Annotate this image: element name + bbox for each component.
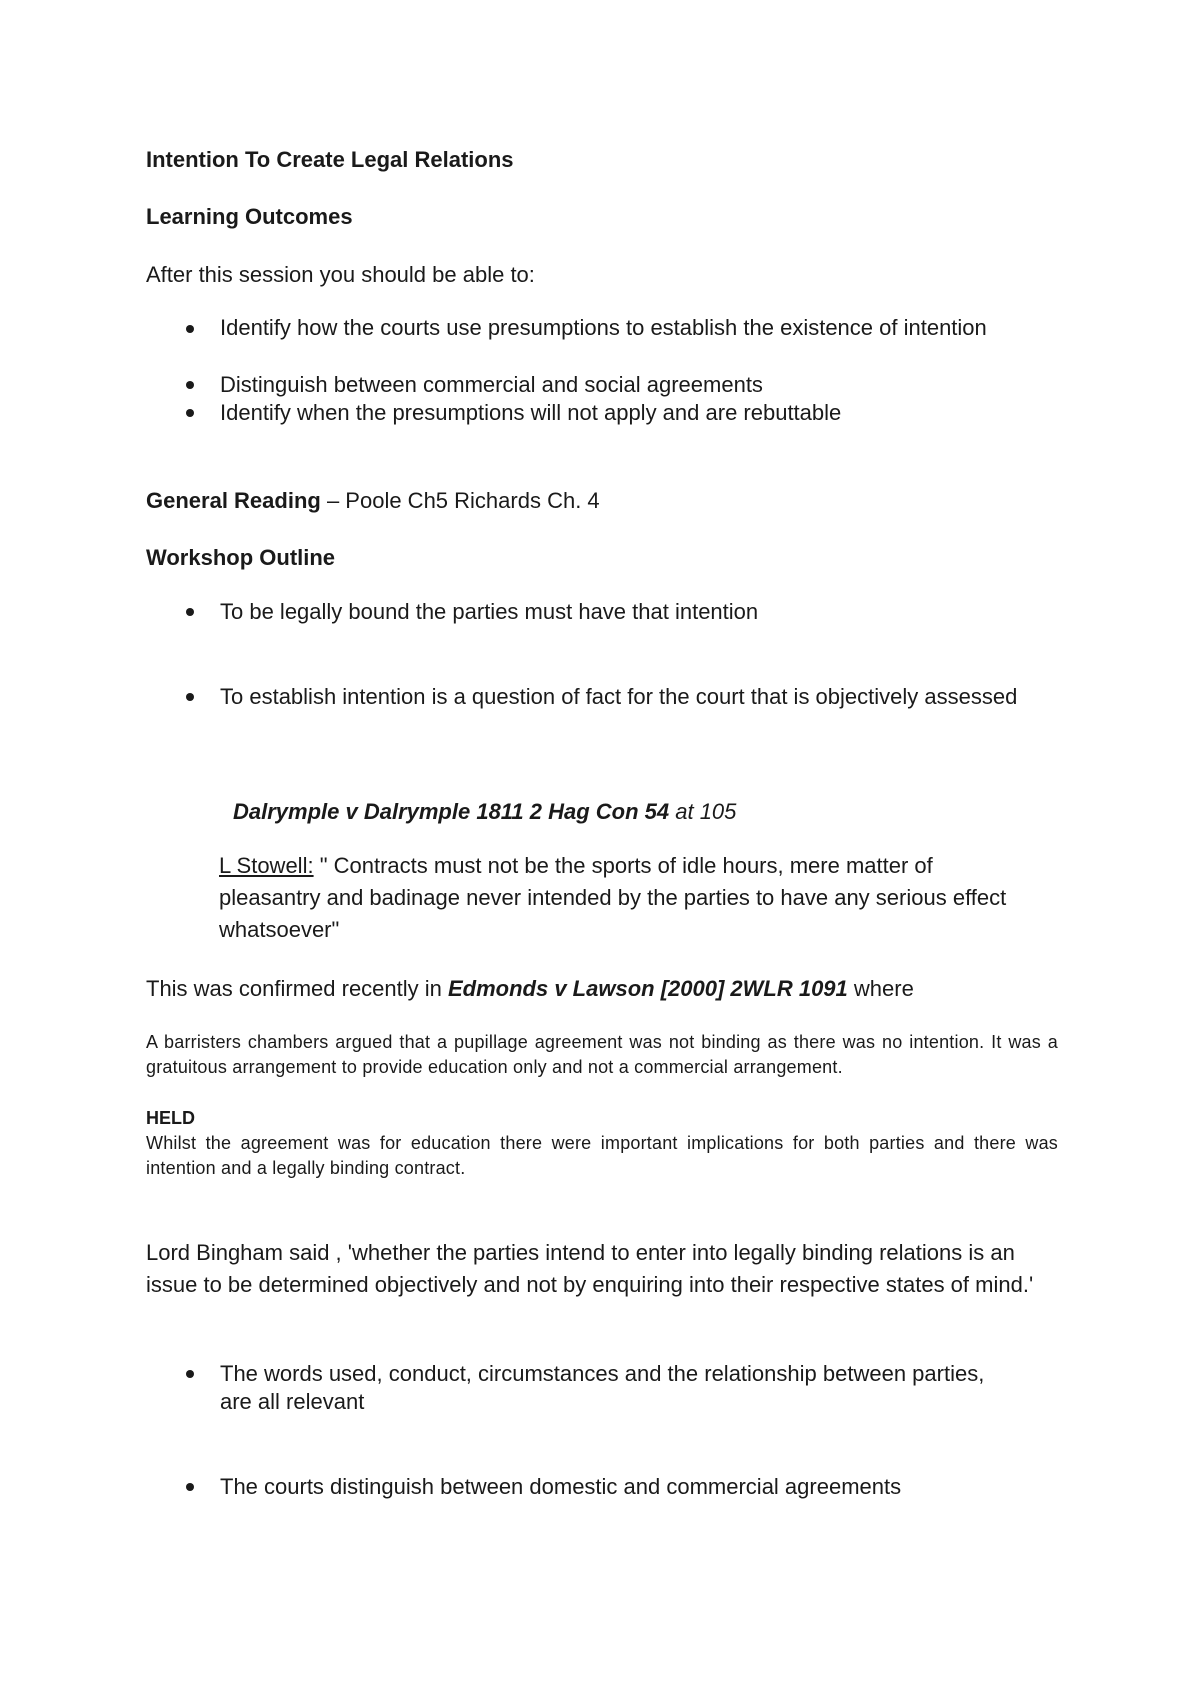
workshop-item: To establish intention is a question of fact for the court that is objectively assessed bbox=[220, 684, 1018, 709]
quote-text: " Contracts must not be the sports of idle hours, mere matter of pleasantry and badinage never intended by the parties to have any serious effect whatsoever" bbox=[219, 853, 1007, 942]
bullet-icon bbox=[186, 1370, 194, 1378]
case-suffix: at 105 bbox=[669, 799, 737, 824]
held-label: HELD bbox=[146, 1108, 195, 1128]
edmonds-suffix: where bbox=[847, 976, 914, 1001]
edmonds-facts: A barristers chambers argued that a pupillage agreement was not binding as there was no intention. It was a gratuitous arrangement to provide education only and not a commercial arrangement. bbox=[146, 1032, 1058, 1077]
bullet-icon bbox=[186, 608, 194, 616]
bullet-icon bbox=[186, 409, 194, 417]
page-title: Intention To Create Legal Relations bbox=[146, 147, 514, 172]
edmonds-intro bbox=[146, 976, 914, 1002]
learning-outcomes-intro: After this session you should be able to: bbox=[146, 262, 535, 287]
judge-name: L Stowell: bbox=[219, 853, 314, 878]
stowell-quote bbox=[219, 850, 1039, 946]
held-text: Whilst the agreement was for education there were important implications for both parties and there was intention and a legally binding contract. bbox=[146, 1133, 1058, 1178]
bullet-icon bbox=[186, 325, 194, 333]
general-reading-label: General Reading bbox=[146, 488, 321, 513]
case-name: Edmonds v Lawson [2000] 2WLR 1091 bbox=[448, 976, 848, 1001]
bullet-icon bbox=[186, 381, 194, 389]
general-reading-text: – Poole Ch5 Richards Ch. 4 bbox=[320, 488, 600, 513]
case-name: Dalrymple v Dalrymple 1811 2 Hag Con 54 bbox=[233, 799, 670, 824]
general-reading bbox=[146, 488, 600, 514]
case-citation-dalrymple bbox=[233, 799, 736, 825]
final-item: The courts distinguish between domestic and commercial agreements bbox=[220, 1474, 902, 1499]
learning-outcomes-heading: Learning Outcomes bbox=[146, 204, 353, 229]
workshop-item: To be legally bound the parties must have that intention bbox=[220, 599, 759, 624]
outcome-item: Distinguish between commercial and social agreements bbox=[220, 372, 763, 397]
final-item: The words used, conduct, circumstances and the relationship between parties, are all relevant bbox=[220, 1361, 985, 1414]
workshop-heading: Workshop Outline bbox=[146, 545, 336, 570]
outcome-item: Identify how the courts use presumptions to establish the existence of intention bbox=[220, 315, 987, 340]
edmonds-prefix: This was confirmed recently in bbox=[146, 976, 448, 1001]
bingham-quote: Lord Bingham said , 'whether the parties intend to enter into legally binding relations is an issue to be determined objectively and not by enquiring into their respective states of mind.' bbox=[146, 1240, 1034, 1297]
outcome-item: Identify when the presumptions will not apply and are rebuttable bbox=[220, 400, 842, 425]
bullet-icon bbox=[186, 1483, 194, 1491]
bullet-icon bbox=[186, 693, 194, 701]
